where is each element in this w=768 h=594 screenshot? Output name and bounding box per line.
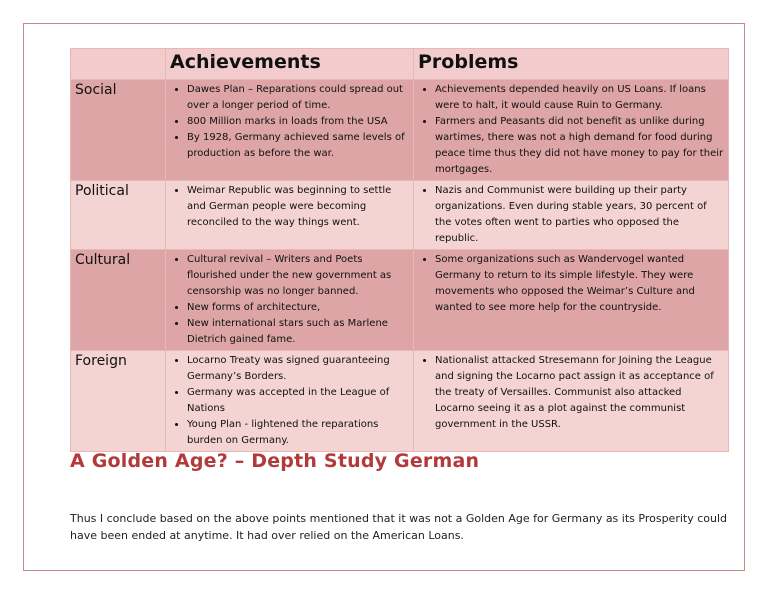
list-item: • Germany was accepted in the League of Nations <box>187 385 409 417</box>
problems-list <box>418 183 724 247</box>
list-item: • Nazis and Communist were building up their party organizations. Even during stable years, 30 percent of the votes often went to parties who opposed the republic. <box>435 183 724 247</box>
problems-list <box>418 252 724 316</box>
problems-list <box>418 82 724 178</box>
table-row-social <box>71 80 729 181</box>
row-label: Cultural <box>71 250 166 351</box>
list-item: • Achievements depended heavily on US Loans. If loans were to halt, it would cause Ruin to Germany. <box>435 82 724 114</box>
list-item: • Dawes Plan – Reparations could spread out over a longer period of time. <box>187 82 409 114</box>
conclusion-paragraph: Thus I conclude based on the above points mentioned that it was not a Golden Age for Germany as its Prosperity could have been ended at anytime. It had over relied on the American Loans. <box>70 512 728 542</box>
problems-cell <box>414 250 729 351</box>
list-item: • New international stars such as Marlene Dietrich gained fame. <box>187 316 409 348</box>
list-item: • 800 Million marks in loads from the USA <box>187 114 409 130</box>
header-blank-cell <box>71 49 166 80</box>
list-item: • Young Plan - lightened the reparations burden on Germany. <box>187 417 409 449</box>
list-item: • Some organizations such as Wandervogel wanted Germany to return to its simple lifestyle. They were movements who opposed the Weimar’s Culture and wanted to see more help for the countryside. <box>435 252 724 316</box>
achievements-list <box>170 252 409 348</box>
achievements-list <box>170 353 409 449</box>
row-label: Social <box>71 80 166 181</box>
problems-list <box>418 353 724 433</box>
table-row-cultural <box>71 250 729 351</box>
achievements-list <box>170 183 409 231</box>
problems-cell <box>414 351 729 452</box>
row-label: Political <box>71 181 166 250</box>
list-item: • New forms of architecture, <box>187 300 409 316</box>
table-row-foreign <box>71 351 729 452</box>
achievements-cell <box>166 80 414 181</box>
table-row-political <box>71 181 729 250</box>
achievements-list <box>170 82 409 162</box>
list-item: • Locarno Treaty was signed guaranteeing Germany’s Borders. <box>187 353 409 385</box>
list-item: • Weimar Republic was beginning to settle and German people were becoming reconciled to the way things went. <box>187 183 409 231</box>
header-achievements: Achievements <box>166 49 414 80</box>
problems-cell <box>414 80 729 181</box>
achievements-cell <box>166 250 414 351</box>
list-item: • Cultural revival – Writers and Poets flourished under the new government as censorship was no longer banned. <box>187 252 409 300</box>
list-item: • Nationalist attacked Stresemann for Joining the League and signing the Locarno pact assign it as acceptance of the treaty of Versailles. Communist also attacked Locarno seeing it as a plot against the communist government in the USSR. <box>435 353 724 433</box>
header-problems: Problems <box>414 49 729 80</box>
row-label: Foreign <box>71 351 166 452</box>
table-header-row <box>71 49 729 80</box>
achievements-cell <box>166 181 414 250</box>
list-item: • Farmers and Peasants did not benefit as unlike during wartimes, there was not a high demand for food during peace time thus they did not have money to pay for their mortgages. <box>435 114 724 178</box>
problems-cell <box>414 181 729 250</box>
comparison-table <box>70 48 729 452</box>
section-heading: A Golden Age? – Depth Study German <box>70 450 480 472</box>
list-item: • By 1928, Germany achieved same levels of production as before the war. <box>187 130 409 162</box>
achievements-cell <box>166 351 414 452</box>
